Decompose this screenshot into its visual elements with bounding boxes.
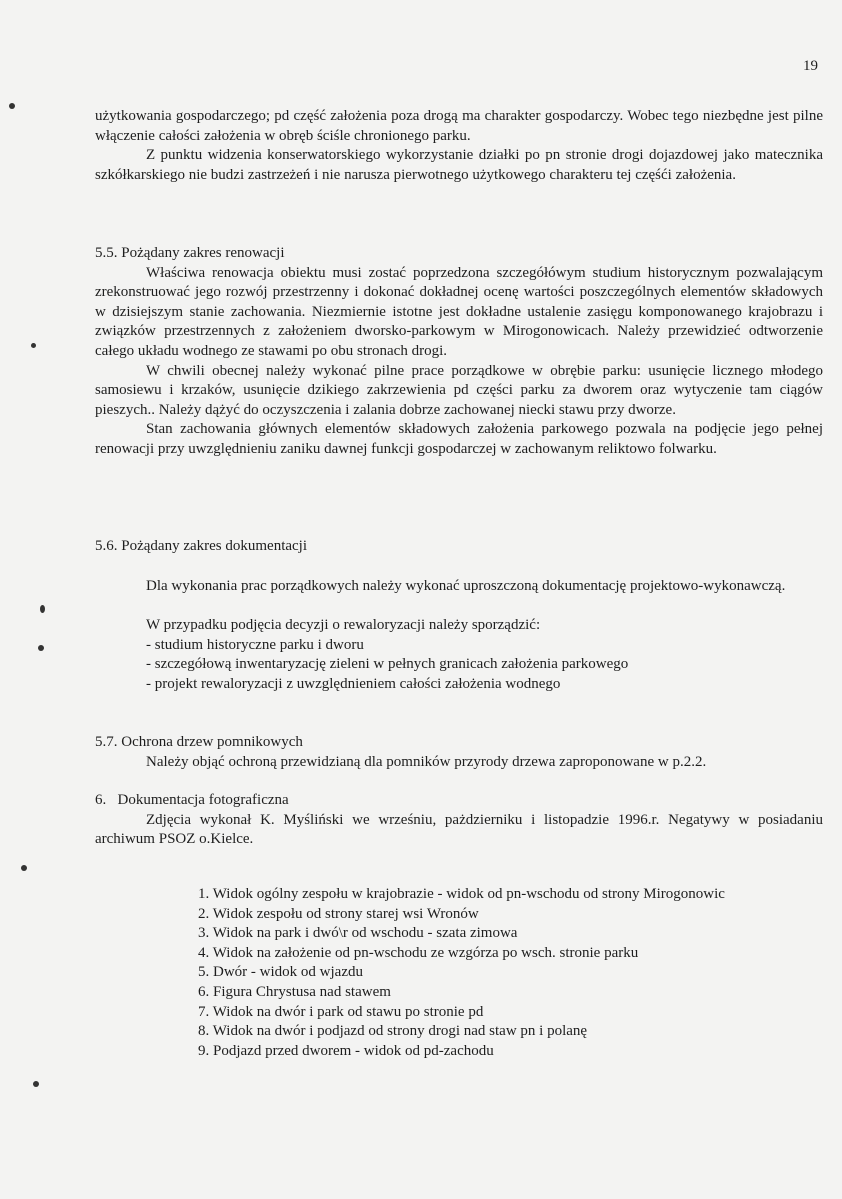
paragraph: W przypadku podjęcia decyzji o rewaloryzacji należy sporządzić:	[146, 617, 541, 634]
paragraph: Z punktu widzenia konserwatorskiego wykorzystanie działki po pn stronie drogi dojazdowej jako matecznika szkółkarskiego nie budzi zastrzeżeń i nie narusza pierwotnego użytkowego charakteru tej częśći założenia.	[95, 147, 823, 183]
paragraph: W chwili obecnej należy wykonać pilne prace porządkowe w obrębie parku: usunięcie licznego młodego samosiewu i krzaków, usunięcie dzikiego zakrzewienia pd części parku za dworem oraz wytyczenie tam ciągów pieszych.. Należy dążyć do oczyszczenia i zalania dobrze zachowanej niecki stawu przy dworze.	[95, 362, 823, 418]
paragraph: Właściwa renowacja obiektu musi zostać poprzedzona szczegółówym studium historycznym pozwalającym zrekonstruować jego rozwój przestrzenny i dokonać dokładnej ocenę wartości poszczególnych elementów składowych w dzisiejszym stanie zachowania. Niezmiernie istotne jest dokładne ustalenie zasięgu komponowanego krajobrazu i związków przestrzennych z założeniem dworsko-parkowym w Mirogonowicach. Należy przewidzieć odtworzenie całego układu wodnego ze stawami po obu stronach drogi.	[95, 264, 823, 359]
requirement-item: - studium historyczne parku i dworu	[146, 636, 364, 653]
section-heading: 6. Dokumentacja fotograficzna	[95, 792, 289, 808]
requirement-item: - projekt rewaloryzacji z uwzględnieniem całości założenia wodnego	[146, 675, 561, 692]
paragraph: Należy objąć ochroną przewidzianą dla pomników przyrody drzewa zaproponowane w p.2.2.	[146, 753, 707, 770]
section-5-7	[95, 733, 823, 772]
section-6	[95, 791, 823, 850]
text-block-top	[95, 107, 823, 185]
binder-hole-mark	[38, 645, 44, 651]
section-5-5	[95, 244, 823, 460]
paragraph: użytkowania gospodarczego; pd część założenia poza drogą ma charakter gospodarczy. Wobec tego niezbędne jest pilne włączenie całości założenia w obręb ściśle chronionego parku.	[95, 108, 823, 144]
paragraph: Dla wykonania prac porządkowych należy wykonać uproszczoną dokumentację projektowo-wykonawczą.	[146, 577, 786, 594]
photo-list-item: 3. Widok na park i dwó\r od wschodu - szata zimowa	[198, 925, 518, 942]
section-heading: 5.5. Pożądany zakres renowacji	[95, 245, 285, 261]
binder-hole-mark	[33, 1081, 39, 1087]
paragraph: Zdjęcia wykonał K. Myśliński we wrześniu, pażdzierniku i listopadzie 1996.r. Negatywy w posiadaniu archiwum PSOZ o.Kielce.	[95, 811, 823, 848]
paragraph: Stan zachowania głównych elementów składowych założenia parkowego pozwala na podjęcie jego pełnej renowacji przy uwzględnieniu zaniku dawnej funkcji gospodarczej w zachowanym reliktowo folwarku.	[95, 421, 823, 457]
photo-list-item: 7. Widok na dwór i park od stawu po stronie pd	[198, 1003, 484, 1020]
binder-hole-mark	[9, 103, 15, 109]
binder-hole-mark	[40, 605, 45, 613]
binder-hole-mark	[21, 865, 27, 871]
page-number: 19	[803, 58, 818, 74]
section-heading: 5.6. Pożądany zakres dokumentacji	[95, 538, 308, 554]
section-heading: 5.7. Ochrona drzew pomnikowych	[95, 734, 303, 750]
requirement-item: - szczegółową inwentaryzację zieleni w pełnych granicach założenia parkowego	[146, 656, 629, 673]
photo-list-item: 5. Dwór - widok od wjazdu	[198, 964, 363, 981]
section-5-6	[95, 537, 823, 695]
photo-list-item: 6. Figura Chrystusa nad stawem	[198, 983, 391, 1000]
binder-hole-mark	[31, 343, 36, 348]
photo-list-item: 9. Podjazd przed dworem - widok od pd-zachodu	[198, 1042, 494, 1059]
photo-list	[198, 885, 725, 1061]
photo-list-item: 1. Widok ogólny zespołu w krajobrazie - widok od pn-wschodu od strony Mirogonowic	[198, 886, 725, 902]
photo-list-item: 8. Widok na dwór i podjazd od strony drogi nad staw pn i polanę	[198, 1023, 588, 1040]
photo-list-item: 2. Widok zespołu od strony starej wsi Wronów	[198, 905, 479, 922]
photo-list-item: 4. Widok na założenie od pn-wschodu ze wzgórza po wsch. stronie parku	[198, 944, 639, 961]
